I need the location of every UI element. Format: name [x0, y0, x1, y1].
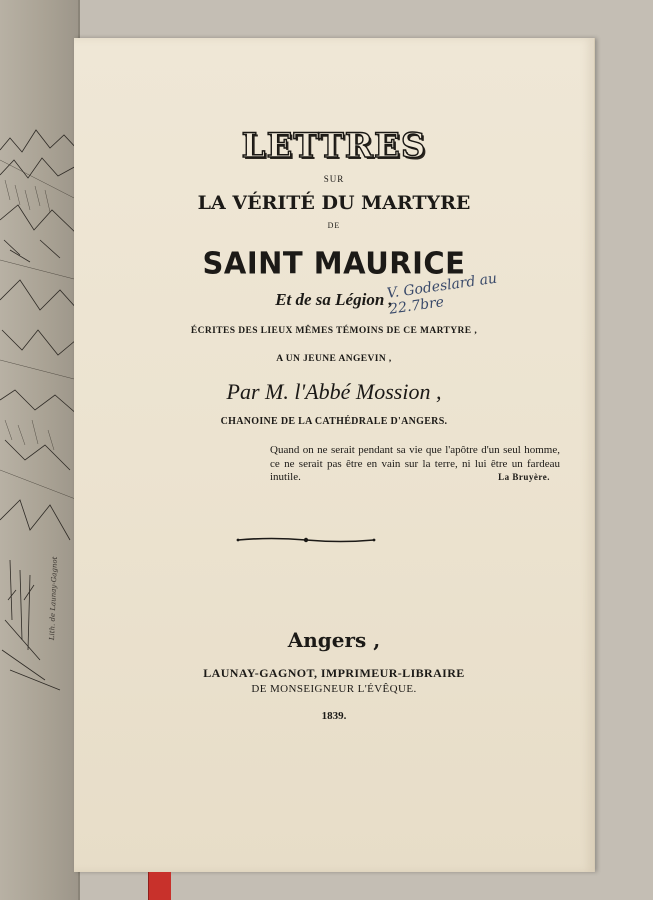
recipient-line: A UN JEUNE ANGEVIN ,	[276, 354, 392, 364]
handwritten-note: V. Godeslard au 22.7bre	[386, 270, 499, 318]
bookmark-ribbon	[148, 872, 171, 900]
author-line: Par M. l'Abbé Mossion ,	[226, 379, 442, 404]
legion-line: Et de sa Légion ,	[275, 290, 393, 309]
ornament-rule	[236, 535, 376, 545]
sur-label: SUR	[323, 174, 345, 184]
epigraph-text: Quand on ne serait pendant sa vie que l'apôtre d'un seul homme, ce ne serait pas être en vain sur la terre, ni lui être un fardeau inutile.	[270, 444, 560, 483]
de-label: DE	[327, 221, 341, 230]
epigraph	[270, 444, 560, 485]
title: LETTRES	[241, 126, 427, 166]
printer: LAUNAY-GAGNOT, IMPRIMEUR-LIBRAIRE	[203, 666, 465, 680]
subject-line: LA VÉRITÉ DU MARTYRE	[197, 192, 471, 214]
title-page	[74, 38, 595, 872]
printer-line2: DE MONSEIGNEUR L'ÉVÊQUE.	[251, 683, 417, 695]
saint-name: SAINT MAURICE	[202, 245, 466, 281]
author-title: CHANOINE DE LA CATHÉDRALE D'ANGERS.	[220, 416, 448, 427]
place: Angers ,	[287, 628, 381, 652]
epigraph-attribution: La Bruyère.	[498, 472, 550, 482]
frontispiece-plate	[0, 0, 80, 900]
year: 1839.	[321, 710, 347, 722]
written-line: ÉCRITES DES LIEUX MÊMES TÉMOINS DE CE MARTYRE ,	[190, 326, 478, 336]
plate-caption: Lith. de Launay-Gagnot	[48, 556, 59, 641]
mountain-engraving	[0, 0, 78, 900]
